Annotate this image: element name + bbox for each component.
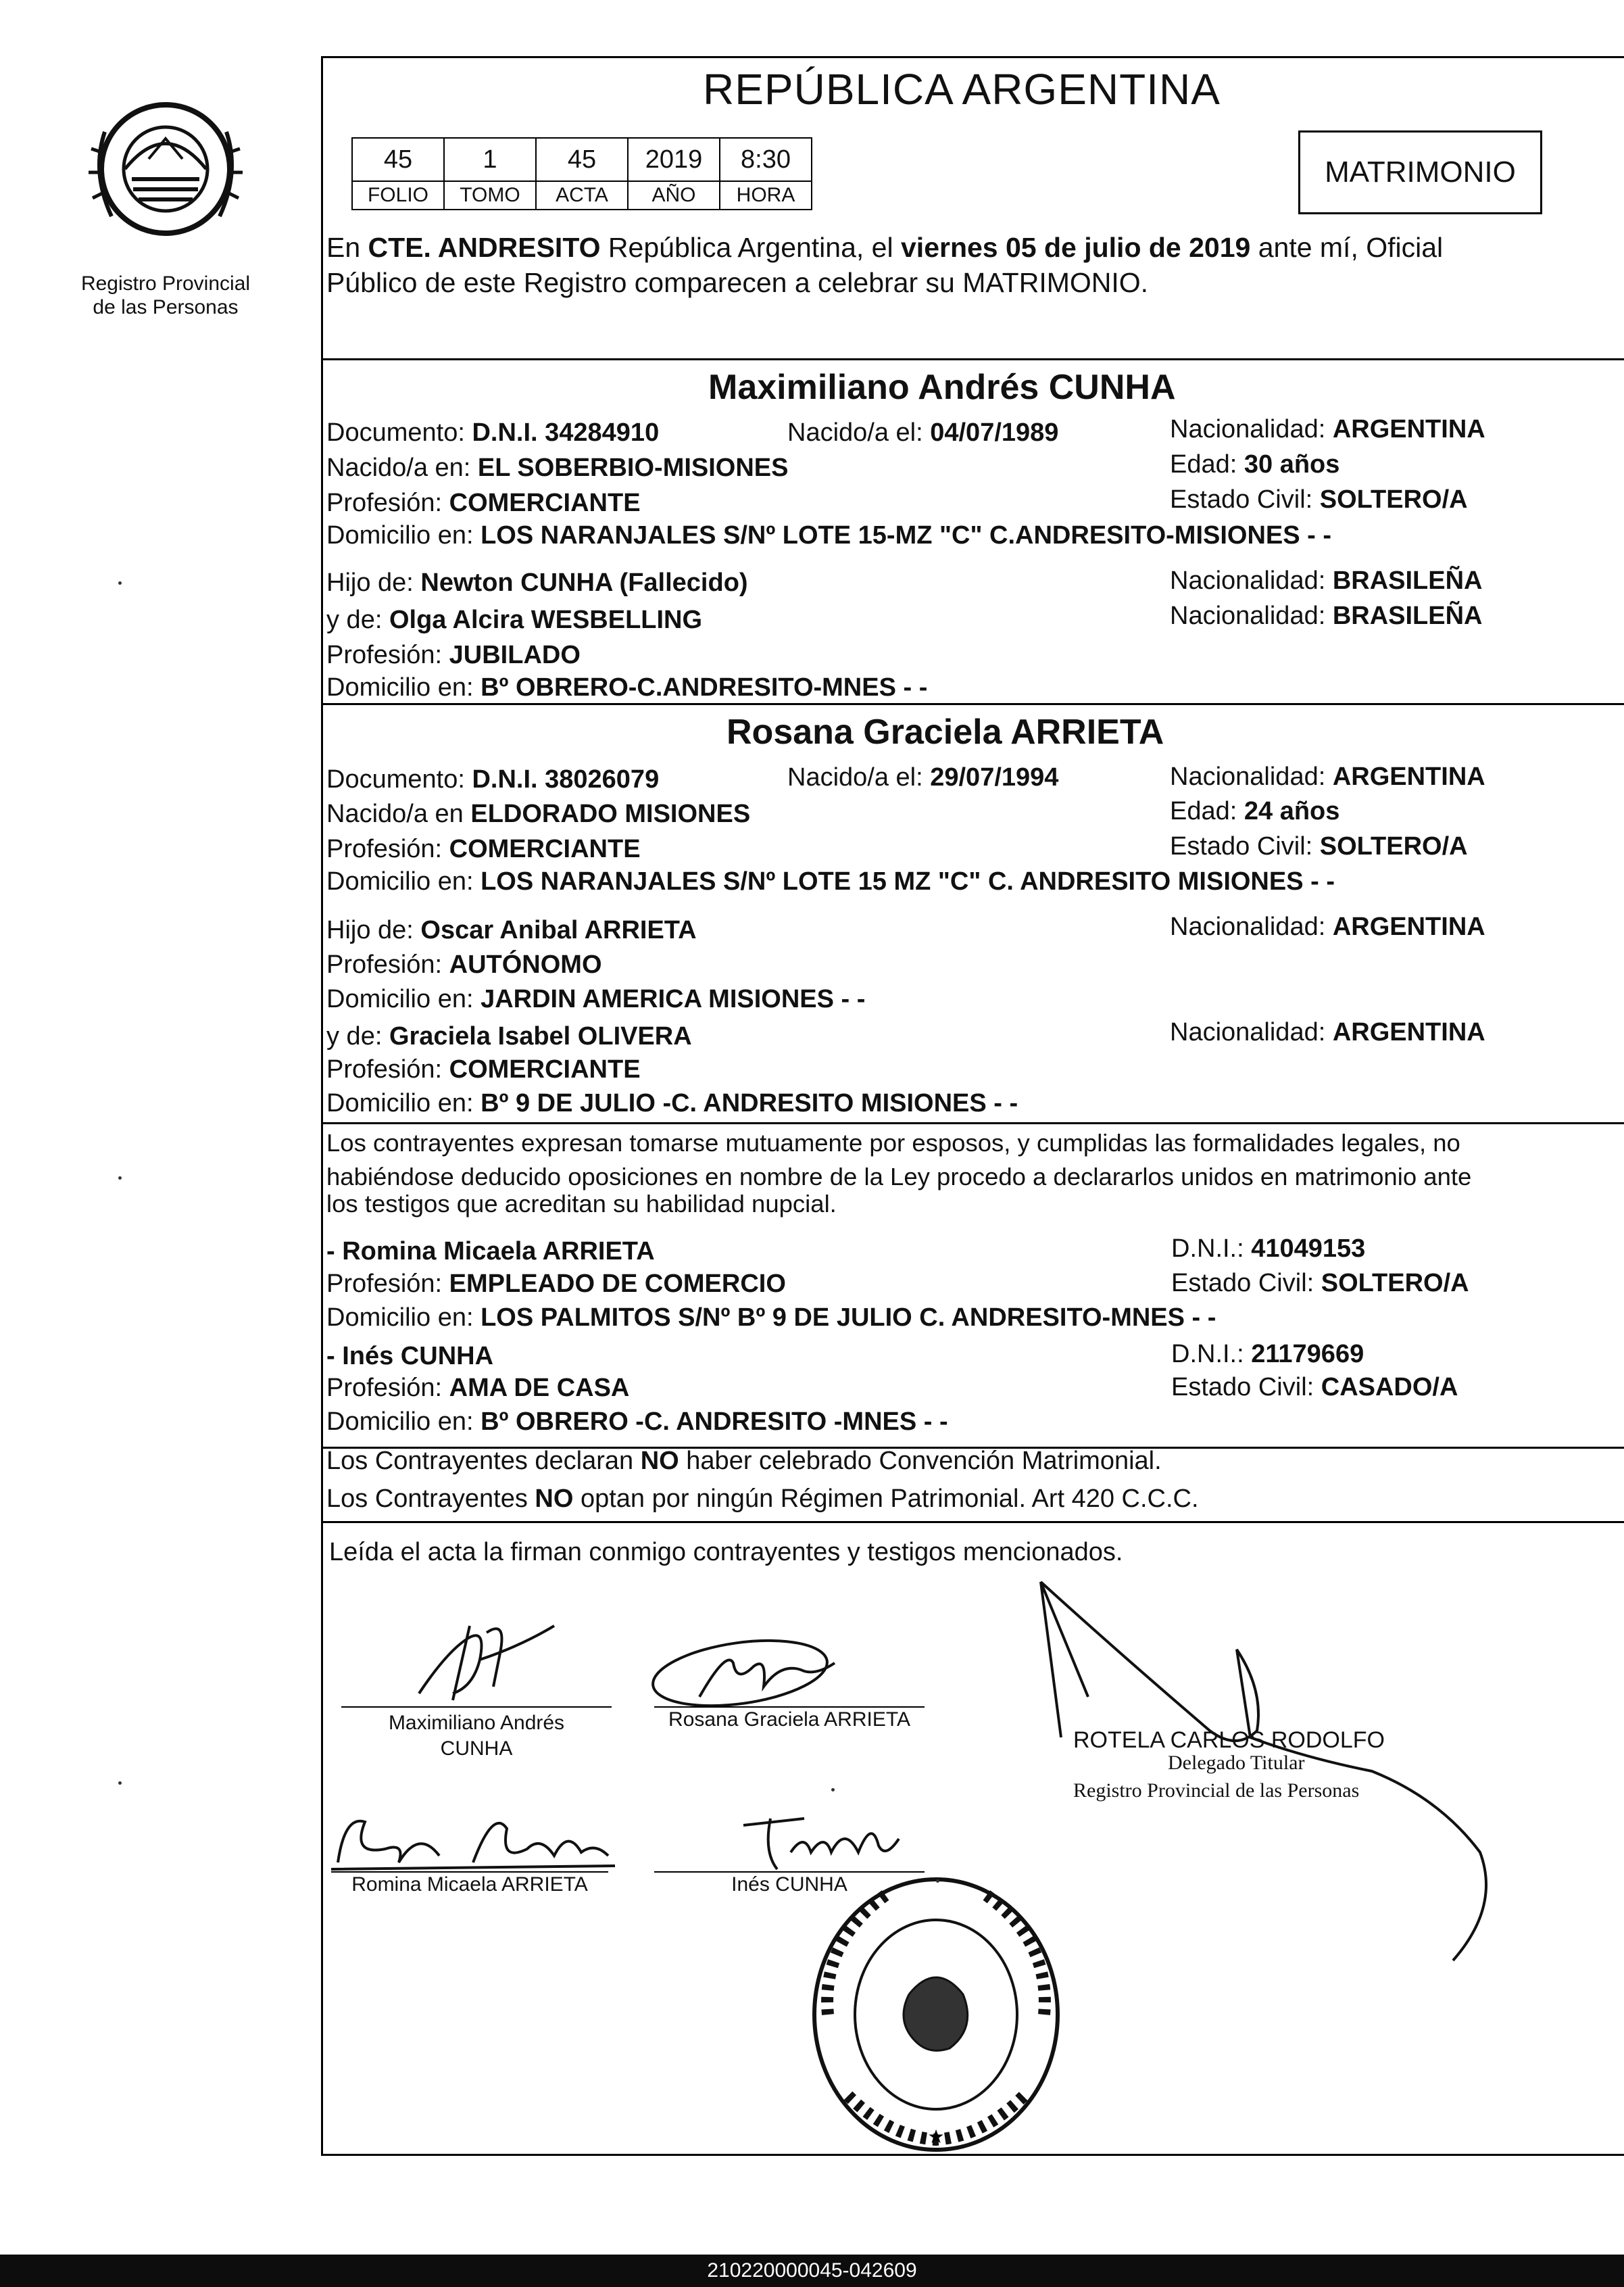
label: Domicilio en:: [326, 867, 481, 896]
label: Nacido/a el:: [787, 418, 931, 447]
signature-line: [331, 1871, 608, 1873]
value: AMA DE CASA: [449, 1374, 630, 1402]
label: Profesión:: [326, 1055, 449, 1084]
signature-caption-4: Inés CUNHA: [731, 1873, 847, 1896]
label: Nacionalidad:: [1170, 415, 1333, 443]
label: Estado Civil:: [1170, 832, 1320, 861]
label: Nacionalidad:: [1170, 567, 1333, 595]
label: Domicilio en:: [326, 1089, 481, 1117]
value: EMPLEADO DE COMERCIO: [449, 1270, 786, 1298]
convention-line-1: [326, 1448, 1162, 1474]
margin-speck: [118, 1781, 122, 1785]
signature-caption-1: [341, 1710, 612, 1761]
label: Nacionalidad:: [1170, 602, 1333, 630]
value: ARGENTINA: [1332, 913, 1485, 941]
intro-line-2: Público de este Registro comparecen a celebrar su MATRIMONIO.: [326, 267, 1149, 298]
signer-surname: CUNHA: [440, 1737, 513, 1760]
value: 04/07/1989: [930, 418, 1059, 447]
officer-title: Delegado Titular: [1168, 1752, 1305, 1774]
witness-1-address: [326, 1305, 1216, 1330]
value: EL SOBERBIO-MISIONES: [477, 454, 789, 482]
footer-bar: [0, 2255, 1624, 2287]
officer-organization: Registro Provincial de las Personas: [1073, 1779, 1360, 1802]
value: CASADO/A: [1321, 1373, 1458, 1401]
label: Hijo de:: [326, 569, 421, 597]
value: 41049153: [1251, 1234, 1366, 1263]
spouse-1-address: [326, 523, 1331, 548]
logo-caption-line-1: Registro Provincial: [80, 272, 251, 295]
text: Los Contrayentes declaran: [326, 1447, 641, 1475]
label: Profesión:: [326, 950, 449, 979]
spouse-2-address: [326, 869, 1335, 894]
spouse-2-mother-address: [326, 1090, 1018, 1116]
margin-speck: [118, 1176, 122, 1180]
spouse-1-civil-status: [1170, 487, 1468, 512]
witness-2-address: [326, 1409, 948, 1435]
value: 29/07/1994: [930, 763, 1059, 792]
spouse-1-birth-date: [787, 420, 1058, 446]
spouse-2-mother-profession: [326, 1057, 641, 1082]
label: Estado Civil:: [1170, 485, 1320, 514]
label: Estado Civil:: [1171, 1373, 1321, 1401]
document-type-box: [1298, 130, 1542, 214]
label: Nacionalidad:: [1170, 763, 1333, 791]
signature-line: [654, 1706, 925, 1708]
witness-1-civil-status: [1171, 1270, 1469, 1296]
value: Bº OBRERO -C. ANDRESITO -MNES - -: [481, 1407, 948, 1436]
label: Domicilio en:: [326, 673, 481, 702]
intro-text: ante mí, Oficial: [1250, 232, 1444, 263]
label: Nacionalidad:: [1170, 913, 1333, 941]
convention-line-2: [326, 1486, 1199, 1512]
spouse-1-father-nationality: [1170, 568, 1483, 594]
value: ARGENTINA: [1332, 1018, 1485, 1046]
value: JUBILADO: [449, 641, 581, 669]
signature-line: [341, 1706, 612, 1708]
value: BRASILEÑA: [1332, 602, 1483, 630]
text: Los Contrayentes: [326, 1485, 535, 1513]
label: Domicilio en:: [326, 1303, 481, 1332]
spouse-1-parents-address: [326, 675, 927, 700]
declaration-line-1: Los contrayentes expresan tomarse mutuamente por esposos, y cumplidas las formalidades legales, no: [326, 1129, 1460, 1157]
document-type: MATRIMONIO: [1325, 155, 1516, 189]
logo-caption-line-2: de las Personas: [93, 295, 239, 318]
label: Estado Civil:: [1171, 1269, 1321, 1297]
spouse-2-father-address: [326, 986, 865, 1012]
speck: [936, 1879, 939, 1883]
acta-value: 45: [536, 138, 628, 181]
witness-2-name: - Inés CUNHA: [326, 1342, 494, 1370]
label: Hijo de:: [326, 916, 421, 944]
spouse-2-profession: [326, 836, 641, 862]
label: Profesión:: [326, 835, 449, 863]
logo-caption: [64, 272, 267, 319]
spouse-2-civil-status: [1170, 834, 1468, 859]
witness-2-civil-status: [1171, 1374, 1458, 1400]
svg-text:★: ★: [927, 2125, 945, 2148]
document-code: 210220000045-042609: [707, 2259, 917, 2282]
officer-name: ROTELA CARLOS RODOLFO: [1073, 1727, 1385, 1753]
value: AUTÓNOMO: [449, 950, 602, 979]
label: Documento:: [326, 765, 472, 794]
spouse-2-father: [326, 917, 697, 943]
official-stamp: [808, 1873, 1064, 2157]
value: 30 años: [1244, 450, 1340, 479]
spouse-1-profession: [326, 490, 641, 516]
value: ARGENTINA: [1332, 415, 1485, 443]
signature-rosana: [645, 1636, 862, 1710]
value: SOLTERO/A: [1321, 1269, 1469, 1297]
intro-date: viernes 05 de julio de 2019: [901, 232, 1251, 263]
witness-1-name: - Romina Micaela ARRIETA: [326, 1237, 655, 1266]
value: Oscar Anibal ARRIETA: [420, 916, 697, 944]
spouse-2-document: [326, 767, 659, 792]
spouse-1-age: [1170, 452, 1339, 477]
value: BRASILEÑA: [1332, 567, 1483, 595]
section-divider: [321, 1521, 1624, 1523]
acta-label: ACTA: [536, 181, 628, 210]
spouse-2-birth-date: [787, 765, 1058, 790]
margin-speck: [118, 581, 122, 585]
label: Domicilio en:: [326, 1407, 481, 1436]
province-seal-logo: [84, 91, 247, 254]
spouse-1-name: Maximiliano Andrés CUNHA: [708, 368, 1176, 407]
label: Documento:: [326, 418, 472, 447]
label: Nacido/a en: [326, 800, 471, 828]
value: COMERCIANTE: [449, 1055, 641, 1084]
registry-table: [351, 137, 812, 210]
label: Profesión:: [326, 641, 449, 669]
label: Profesión:: [326, 1374, 449, 1402]
value: 24 años: [1244, 797, 1340, 825]
signature-maximiliano: [405, 1612, 568, 1707]
witness-2-dni: [1171, 1341, 1364, 1367]
tomo-label: TOMO: [444, 181, 536, 210]
value: LOS NARANJALES S/Nº LOTE 15-MZ "C" C.ANDRESITO-MISIONES - -: [481, 521, 1332, 550]
value: COMERCIANTE: [449, 489, 641, 517]
year-label: AÑO: [628, 181, 720, 210]
spouse-1-mother: [326, 607, 702, 633]
time-value: 8:30: [720, 138, 812, 181]
label: Edad:: [1170, 797, 1244, 825]
spouse-1-father: [326, 570, 748, 596]
value: D.N.I. 34284910: [472, 418, 660, 447]
value: Graciela Isabel OLIVERA: [389, 1022, 692, 1051]
signature-romina: [324, 1802, 622, 1876]
spouse-2-mother: [326, 1024, 692, 1049]
label: Nacido/a el:: [787, 763, 931, 792]
intro-text: En: [326, 232, 368, 263]
value: JARDIN AMERICA MISIONES - -: [481, 985, 866, 1013]
closing-statement: Leída el acta la firman conmigo contrayentes y testigos mencionados.: [329, 1538, 1123, 1566]
value: Bº 9 DE JULIO -C. ANDRESITO MISIONES - -: [481, 1089, 1018, 1117]
speck: [831, 1788, 835, 1791]
text: optan por ningún Régimen Patrimonial. Art 420 C.C.C.: [573, 1485, 1199, 1513]
intro-text: República Argentina, el: [600, 232, 901, 263]
value: Bº OBRERO-C.ANDRESITO-MNES - -: [481, 673, 928, 702]
label: Profesión:: [326, 1270, 449, 1298]
spouse-1-nationality: [1170, 416, 1485, 442]
emphasis: NO: [640, 1447, 679, 1475]
emphasis: NO: [535, 1485, 574, 1513]
spouse-1-birth-place: [326, 455, 789, 481]
spouse-2-birth-place: [326, 801, 750, 827]
tomo-value: 1: [444, 138, 536, 181]
spouse-1-document: [326, 420, 659, 446]
value: COMERCIANTE: [449, 835, 641, 863]
label: Nacido/a en:: [326, 454, 478, 482]
witness-1-profession: [326, 1271, 786, 1297]
value: Olga Alcira WESBELLING: [389, 606, 703, 634]
spouse-2-age: [1170, 798, 1339, 824]
value: Newton CUNHA (Fallecido): [420, 569, 748, 597]
year-value: 2019: [628, 138, 720, 181]
intro-line-1: [326, 234, 1443, 262]
witness-1-dni: [1171, 1236, 1365, 1261]
label: Domicilio en:: [326, 521, 481, 550]
value: LOS NARANJALES S/Nº LOTE 15 MZ "C" C. ANDRESITO MISIONES - -: [481, 867, 1335, 896]
folio-label: FOLIO: [352, 181, 444, 210]
label: D.N.I.:: [1171, 1234, 1252, 1263]
value: LOS PALMITOS S/Nº Bº 9 DE JULIO C. ANDRESITO-MNES - -: [481, 1303, 1216, 1332]
signer-name: Maximiliano Andrés: [388, 1712, 565, 1734]
spouse-1-mother-nationality: [1170, 603, 1483, 629]
spouse-1-parents-profession: [326, 642, 581, 668]
text: haber celebrado Convención Matrimonial.: [679, 1447, 1162, 1475]
declaration-line-2: habiéndose deducido oposiciones en nombre de la Ley procedo a declararlos unidos en matrimonio ante: [326, 1163, 1472, 1190]
spouse-2-father-profession: [326, 952, 602, 978]
value: SOLTERO/A: [1319, 832, 1468, 861]
witness-2-profession: [326, 1375, 629, 1401]
spouse-2-nationality: [1170, 764, 1485, 790]
intro-place: CTE. ANDRESITO: [368, 232, 601, 263]
spouse-2-name: Rosana Graciela ARRIETA: [727, 713, 1164, 752]
section-divider: [321, 1122, 1624, 1124]
spouse-2-father-nationality: [1170, 914, 1485, 940]
signature-caption-2: Rosana Graciela ARRIETA: [668, 1708, 910, 1731]
value: ARGENTINA: [1332, 763, 1485, 791]
section-divider: [321, 703, 1624, 705]
label: Edad:: [1170, 450, 1244, 479]
label: Nacionalidad:: [1170, 1018, 1333, 1046]
value: SOLTERO/A: [1319, 485, 1468, 514]
value: D.N.I. 38026079: [472, 765, 660, 794]
folio-value: 45: [352, 138, 444, 181]
label: y de:: [326, 606, 389, 634]
value: ELDORADO MISIONES: [470, 800, 751, 828]
label: y de:: [326, 1022, 389, 1051]
signature-caption-3: Romina Micaela ARRIETA: [351, 1873, 588, 1896]
section-divider: [321, 358, 1624, 360]
label: D.N.I.:: [1171, 1340, 1252, 1368]
signature-ines: [716, 1798, 906, 1873]
time-label: HORA: [720, 181, 812, 210]
page-title: REPÚBLICA ARGENTINA: [703, 65, 1221, 114]
spouse-2-mother-nationality: [1170, 1019, 1485, 1045]
label: Profesión:: [326, 489, 449, 517]
label: Domicilio en:: [326, 985, 481, 1013]
declaration-line-3: los testigos que acreditan su habilidad nupcial.: [326, 1190, 837, 1218]
value: 21179669: [1251, 1340, 1364, 1368]
